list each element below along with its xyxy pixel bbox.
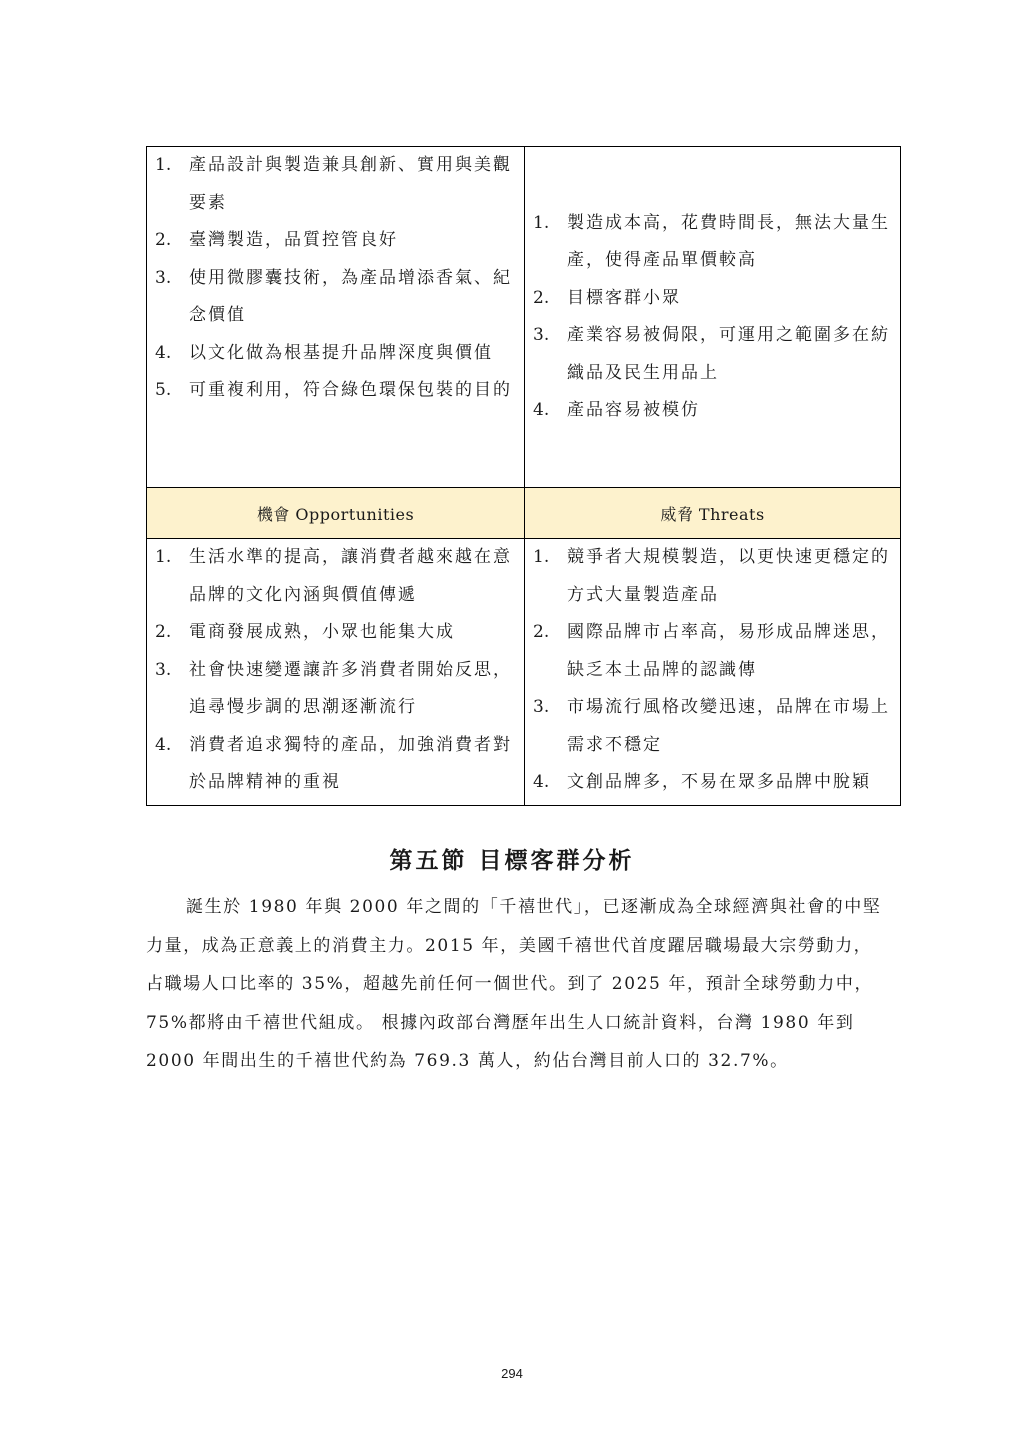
opportunities-list xyxy=(147,539,524,802)
list-item: 2. 目標客群小眾 xyxy=(533,287,681,308)
opportunities-cell xyxy=(147,539,525,806)
body-paragraph: 誕生於 1980 年與 2000 年之間的「千禧世代」，已逐漸成為全球經濟與社會的中堅力量，成為正意義上的消費主力。2015 年，美國千禧世代首度躍居職場最大宗勞動力，占職場人口比率的 35%，超越先前任何一個世代。到了 2025 年，預計全球勞動力中，75%都將由千禧世代組成。 根據內政部台灣歷年出生人口統計資料，台灣 1980 年到 2000 年間出生的千禧世代約為 769.3 萬人，約佔台灣目前人口的 32.7%。 xyxy=(146,897,882,1071)
list-item: 3. 市場流行風格改變迅速，品牌在市場上需求不穩定 xyxy=(533,697,890,755)
list-item: 4. 文創品牌多，不易在眾多品牌中脫穎 xyxy=(533,772,871,792)
list-item: 2. 臺灣製造，品質控管良好 xyxy=(155,230,398,250)
list-item: 2. 電商發展成熟，小眾也能集大成 xyxy=(155,622,455,642)
section-title: 第五節 目標客群分析 xyxy=(389,847,635,874)
list-item: 4. 以文化做為根基提升品牌深度與價值 xyxy=(155,342,493,363)
list-item: 2. 國際品牌市占率高，易形成品牌迷思，缺乏本土品牌的認識傳 xyxy=(533,622,890,680)
opportunities-header: 機會 Opportunities xyxy=(147,488,525,539)
threats-cell xyxy=(525,539,901,806)
threats-list xyxy=(525,539,900,802)
list-item: 4. 消費者追求獨特的產品，加強消費者對於品牌精神的重視 xyxy=(155,734,512,792)
swot-table xyxy=(146,146,901,806)
weaknesses-list xyxy=(525,205,900,430)
strengths-cell xyxy=(147,147,525,488)
list-item: 3. 產業容易被侷限，可運用之範圍多在紡織品及民生用品上 xyxy=(533,325,890,383)
list-item: 1. 競爭者大規模製造，以更快速更穩定的方式大量製造產品 xyxy=(533,547,890,605)
threats-header: 威脅 Threats xyxy=(525,488,901,539)
strengths-list xyxy=(147,147,524,410)
list-item: 4. 產品容易被模仿 xyxy=(533,400,700,420)
list-item: 1. 產品設計與製造兼具創新、實用與美觀要素 xyxy=(155,155,512,213)
list-item: 5. 可重複利用，符合綠色環保包裝的目的 xyxy=(155,380,512,400)
page-number: 294 xyxy=(501,1366,523,1381)
list-item: 3. 使用微膠囊技術，為產品增添香氣、紀念價值 xyxy=(155,267,512,325)
list-item: 1. 製造成本高，花費時間長，無法大量生產，使得產品單價較高 xyxy=(533,212,890,270)
list-item: 1. 生活水準的提高，讓消費者越來越在意品牌的文化內涵與價值傳遞 xyxy=(155,547,512,605)
weaknesses-cell xyxy=(525,147,901,488)
list-item: 3. 社會快速變遷讓許多消費者開始反思，追尋慢步調的思潮逐漸流行 xyxy=(155,659,512,717)
